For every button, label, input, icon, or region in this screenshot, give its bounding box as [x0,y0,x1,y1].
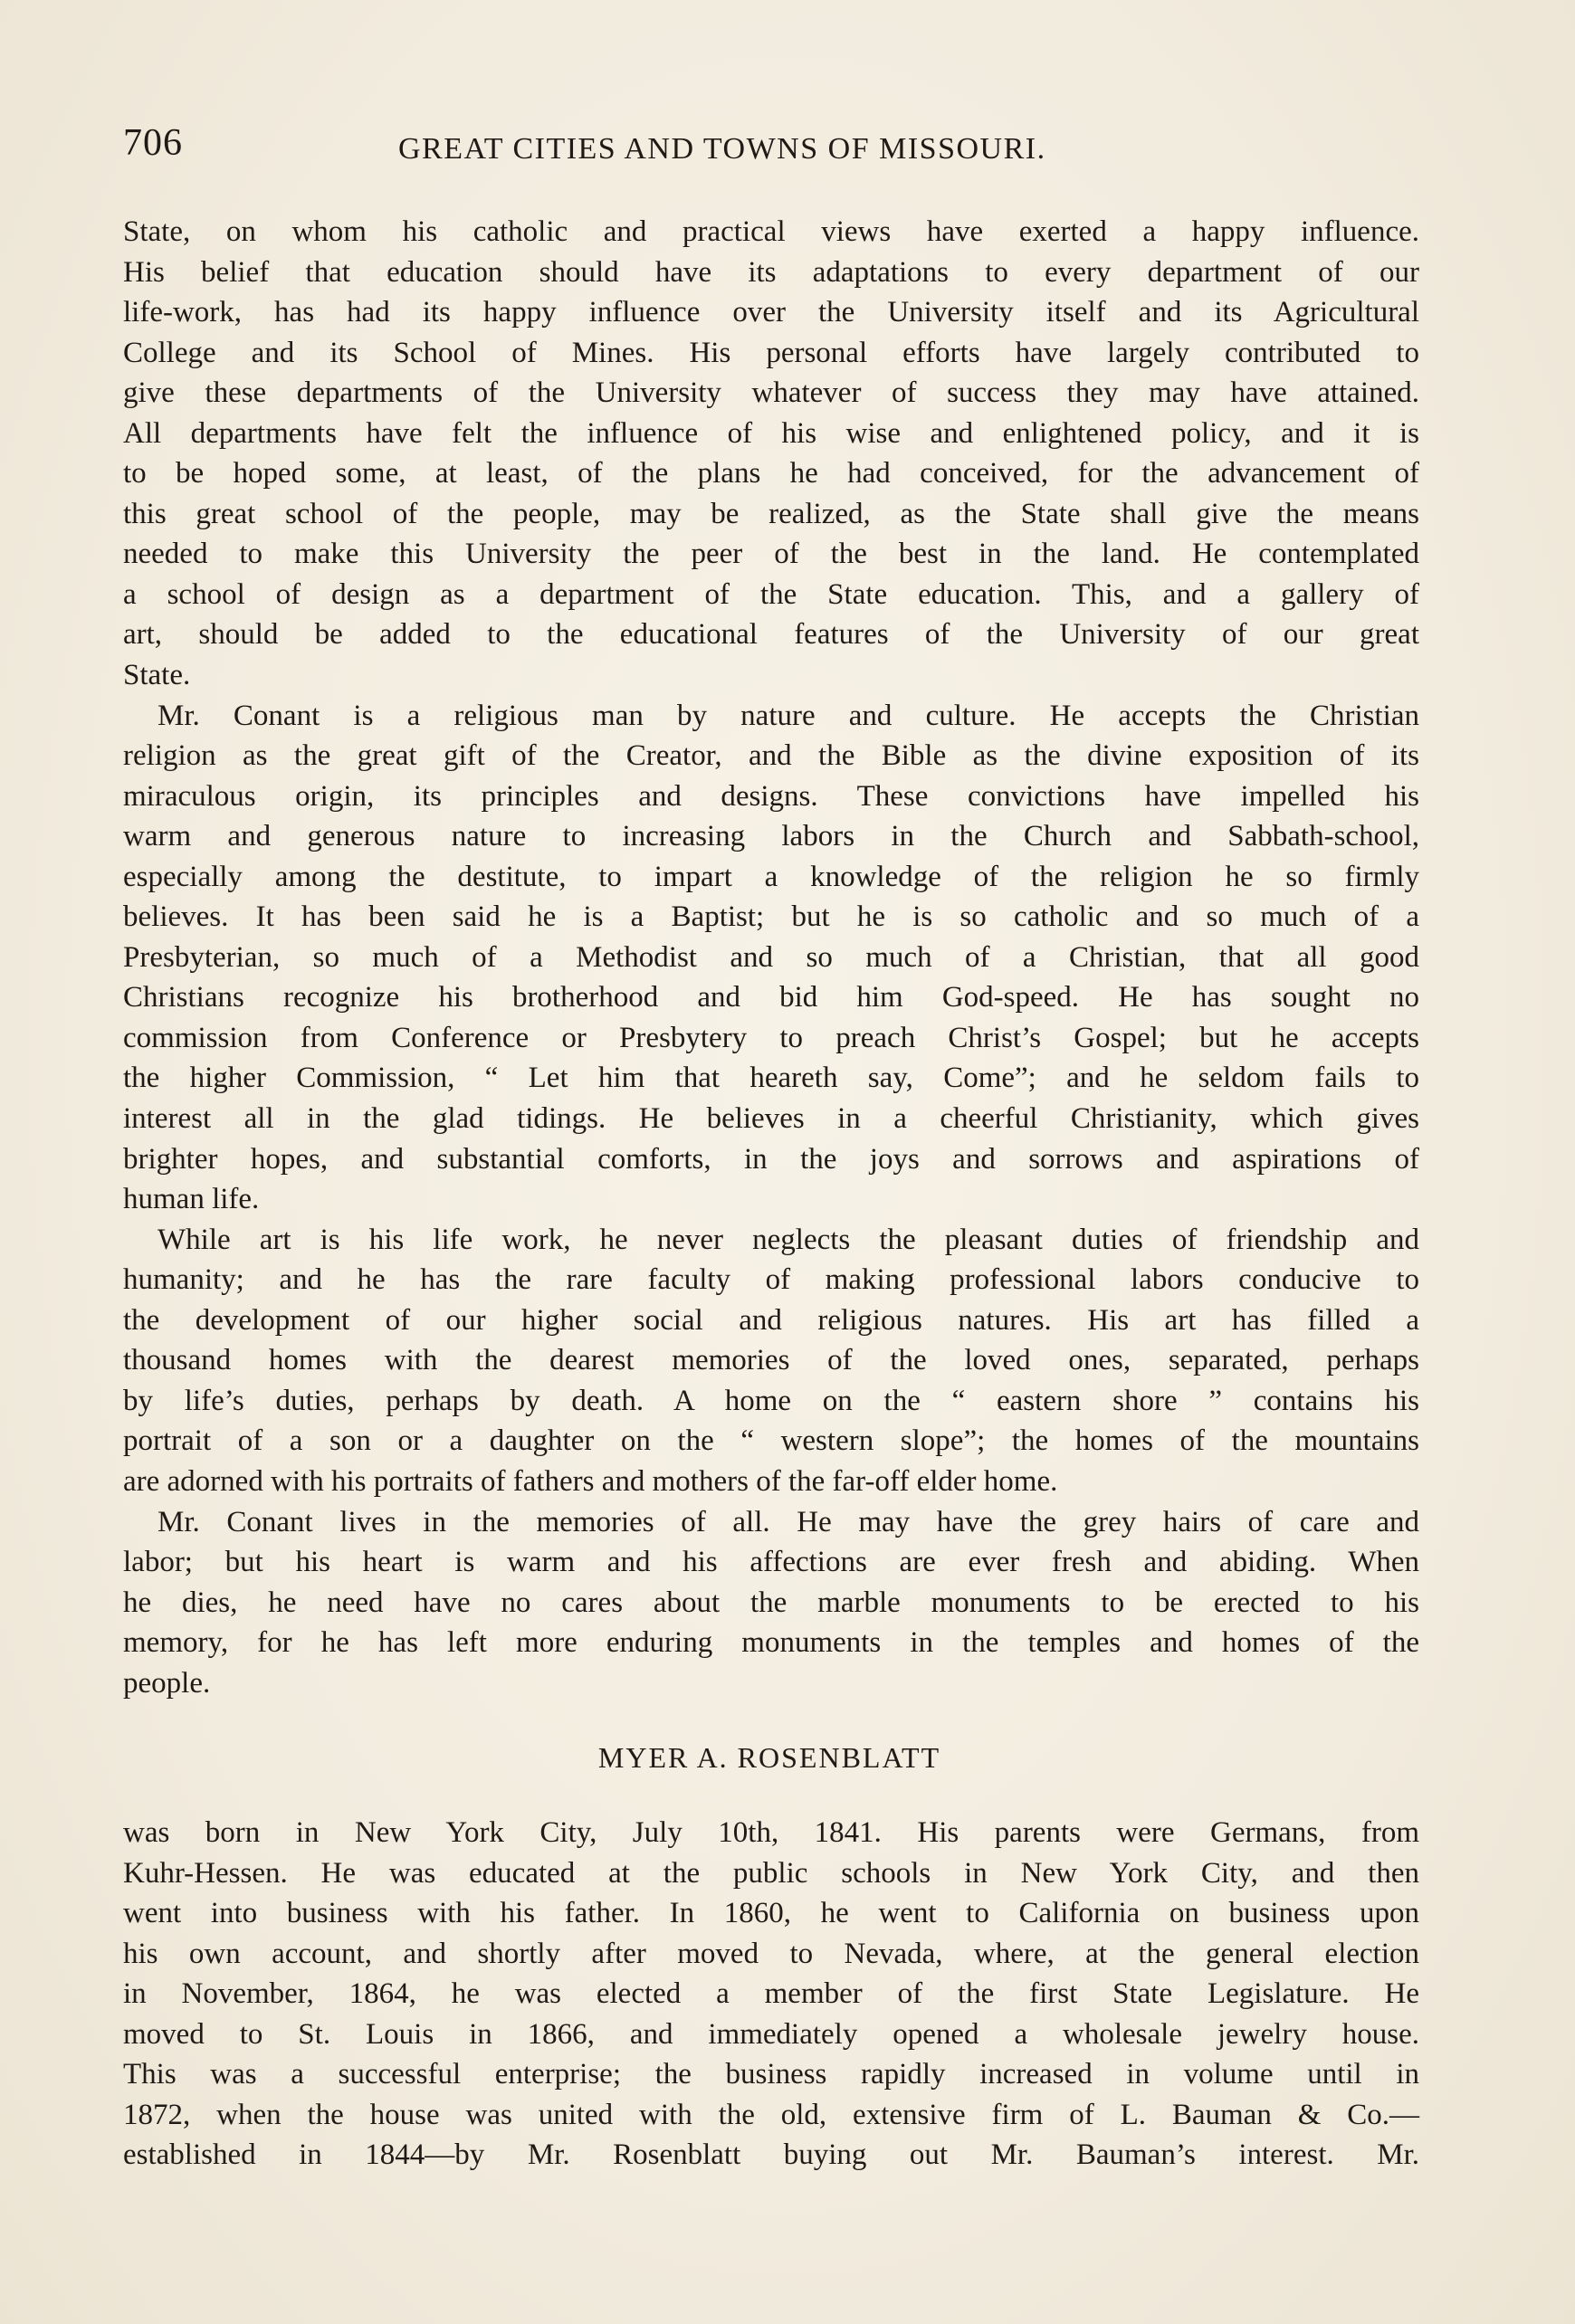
text-line: While art is his life work, he never neglects the pleasant duties of friendship and [158,1223,1419,1256]
text-line: humanity; and he has the rare faculty of making professional labors conducive to [123,1263,1419,1297]
text-line: went into business with his father. In 1860, he went to California on business upon [123,1897,1419,1930]
text-line: in November, 1864, he was elected a member of the first State Legislature. He [123,1977,1419,2011]
text-line: needed to make this University the peer of the best in the land. He contemplated [123,538,1419,571]
text-line: State. [123,659,191,692]
text-line: Mr. Conant lives in the memories of all. He may have the grey hairs of care and [158,1505,1419,1538]
text-line: the development of our higher social and religious natures. His art has filled a [123,1303,1419,1337]
text-line: labor; but his heart is warm and his affections are ever fresh and abiding. When [123,1546,1419,1579]
text-line: commission from Conference or Presbytery to preach Christ’s Gospel; but he accepts [123,1021,1419,1054]
text-line: Mr. Conant is a religious man by nature and culture. He accepts the Christian [158,699,1419,732]
text-line: are adorned with his portraits of fathers and mothers of the far-off elder home. [123,1464,1058,1498]
text-line: human life. [123,1183,260,1216]
text-line: brighter hopes, and substantial comforts, in the joys and sorrows and aspirations of [123,1142,1419,1176]
text-line: This was a successful enterprise; the business rapidly increased in volume until in [123,2058,1419,2091]
text-line: by life’s duties, perhaps by death. A home on the “ eastern shore ” contains his [123,1384,1419,1417]
text-line: Christians recognize his brotherhood and bid him God-speed. He has sought no [123,981,1419,1014]
text-line: people. [123,1666,211,1700]
text-line: Presbyterian, so much of a Methodist and so much of a Christian, that all good [123,940,1419,974]
text-line: 1872, when the house was united with the old, extensive firm of L. Bauman & Co.— [123,2098,1419,2131]
text-line: was born in New York City, July 10th, 1841. His parents were Germans, from [123,1816,1419,1849]
text-line: a school of design as a department of the State education. This, and a gallery of [123,577,1419,611]
section-heading: MYER A. ROSENBLATT [597,1741,941,1774]
text-line: the higher Commission, “ Let him that heareth say, Come”; and he seldom fails to [123,1062,1419,1095]
text-line: Kuhr-Hessen. He was educated at the public schools in New York City, and then [123,1856,1419,1890]
text-line: his own account, and shortly after moved to Nevada, where, at the general election [123,1937,1419,1970]
text-line: thousand homes with the dearest memories of the loved ones, separated, perhaps [123,1344,1419,1377]
text-line: All departments have felt the influence of his wise and enlightened policy, and it is [123,416,1419,450]
text-line: established in 1844—by Mr. Rosenblatt buying out Mr. Bauman’s interest. Mr. [123,2138,1419,2172]
text-line: give these departments of the University whatever of success they may have attained. [123,376,1419,410]
running-head: GREAT CITIES AND TOWNS OF MISSOURI. [398,132,1046,166]
text-line: State, on whom his catholic and practical views have exerted a happy influence. [123,215,1419,248]
conant-biography-text [123,212,1419,1703]
text-line: warm and generous nature to increasing labors in the Church and Sabbath-school, [123,820,1419,853]
rosenblatt-biography-text [123,1813,1419,2176]
text-line: portrait of a son or a daughter on the “ western slope”; the homes of the mountains [123,1424,1419,1458]
text-line: miraculous origin, its principles and designs. These convictions have impelled his [123,779,1419,813]
text-line: memory, for he has left more enduring monuments in the temples and homes of the [123,1626,1419,1660]
text-line: believes. It has been said he is a Baptist; but he is so catholic and so much of a [123,900,1419,934]
text-line: life-work, has had its happy influence over the University itself and its Agricultural [123,296,1419,329]
text-line: this great school of the people, may be realized, as the State shall give the means [123,497,1419,530]
page-number: 706 [123,122,183,164]
text-line: he dies, he need have no cares about the marble monuments to be erected to his [123,1586,1419,1619]
text-line: art, should be added to the educational features of the University of our great [123,618,1419,652]
text-line: especially among the destitute, to impart a knowledge of the religion he so firmly [123,860,1419,893]
text-line: College and its School of Mines. His personal efforts have largely contributed to [123,336,1419,369]
text-line: interest all in the glad tidings. He believes in a cheerful Christianity, which gives [123,1102,1419,1136]
text-line: to be hoped some, at least, of the plans he had conceived, for the advancement of [123,457,1419,491]
text-line: His belief that education should have its adaptations to every department of our [123,255,1419,289]
text-line: moved to St. Louis in 1866, and immediately opened a wholesale jewelry house. [123,2017,1419,2051]
text-line: religion as the great gift of the Creator, and the Bible as the divine exposition of its [123,739,1419,773]
